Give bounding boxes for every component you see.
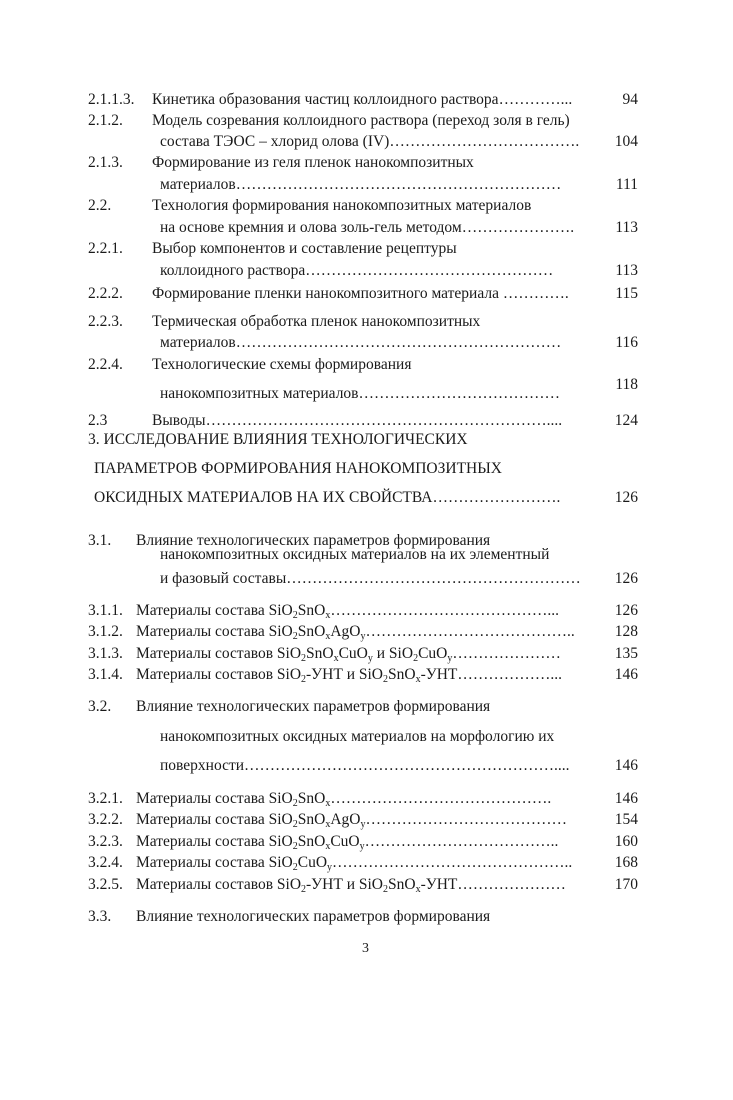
- subscript: 2: [292, 610, 298, 621]
- subscript: x: [415, 884, 421, 895]
- toc-entry-title: [136, 875, 566, 895]
- toc-entry-number: 3.2.: [88, 698, 112, 715]
- toc-entry-number: 2.2.1.: [88, 240, 123, 257]
- title-text: состава ТЭОС – хлорид олова (IV)……………………………….: [160, 133, 580, 150]
- toc-entry-number: 3.1.3.: [88, 645, 123, 662]
- title-text: …………………………………: [365, 811, 567, 828]
- title-text: CuO: [338, 645, 368, 662]
- title-text: ПАРАМЕТРОВ ФОРМИРОВАНИЯ НАНОКОМПОЗИТНЫХ: [94, 460, 502, 477]
- toc-entry-page: 126: [614, 570, 638, 587]
- toc-entry: [0, 355, 733, 375]
- toc-entry-page: 146: [614, 790, 638, 807]
- toc-entry-title: [160, 333, 561, 353]
- toc-entry: [0, 644, 733, 664]
- title-text: коллоидного раствора…………………………………………: [160, 262, 554, 279]
- title-text: ………………………………………..: [332, 854, 573, 871]
- toc-entry: [0, 261, 733, 281]
- toc-entry-page: 154: [614, 811, 638, 828]
- toc-entry: [0, 697, 733, 717]
- toc-entry-page: 124: [614, 412, 638, 429]
- toc-entry-number: 2.2.2.: [88, 285, 123, 302]
- toc-entry-number: 2.3: [88, 412, 108, 429]
- title-text: ОКСИДНЫХ МАТЕРИАЛОВ НА ИХ СВОЙСТВА…………………….: [94, 489, 561, 506]
- toc-entry-number: 3.1.1.: [88, 602, 123, 619]
- toc-entry-title: [136, 622, 575, 642]
- toc-entry-number: 3.3.: [88, 908, 112, 925]
- title-text: нанокомпозитных оксидных материалов на морфологию их: [160, 728, 555, 745]
- toc-entry-title: [94, 459, 502, 479]
- title-text: Материалы составов SiO: [136, 876, 302, 893]
- toc-entry: [0, 111, 733, 131]
- title-text: Материалы составов SiO: [136, 666, 302, 683]
- toc-entry-page: 116: [615, 334, 638, 351]
- toc-entry-title: [152, 239, 457, 259]
- toc-entry-number: 3.2.4.: [88, 854, 123, 871]
- toc-entry: [0, 727, 733, 747]
- toc-entry: [0, 132, 733, 152]
- toc-entry-number: 3.1.: [88, 532, 112, 549]
- toc-entry-title: [152, 90, 572, 110]
- toc-entry-number: 2.1.3.: [88, 154, 123, 171]
- title-text: SnO: [297, 833, 326, 850]
- toc-entry-page: 135: [614, 645, 638, 662]
- title-text: CuO: [330, 833, 360, 850]
- toc-entry-title: [136, 644, 561, 664]
- toc-entry-page: 146: [614, 666, 638, 683]
- toc-entry-title: [160, 569, 581, 589]
- title-text: Формирование из геля пленок нанокомпозитных: [152, 154, 474, 171]
- subscript: 2: [292, 841, 298, 852]
- toc-entry-title: [136, 789, 551, 809]
- title-text: Выбор компонентов и составление рецептуры: [152, 240, 457, 257]
- toc-entry-title: [160, 132, 579, 152]
- subscript: 2: [301, 674, 307, 685]
- title-text: Влияние технологических параметров формирования: [136, 532, 491, 549]
- toc-entry-page: 160: [614, 833, 638, 850]
- title-text: CuO: [418, 645, 448, 662]
- toc-entry-page: 111: [615, 176, 638, 193]
- title-text: Модель созревания коллоидного раствора (переход золя в гель): [152, 112, 570, 129]
- subscript: 2: [413, 653, 419, 664]
- title-text: и SiO: [372, 645, 414, 662]
- title-text: Материалы состава SiO: [136, 811, 293, 828]
- toc-entry-page: 104: [614, 133, 638, 150]
- toc-entry-number: 3.2.3.: [88, 833, 123, 850]
- title-text: -УНТ…………………: [420, 876, 566, 893]
- toc-entry-title: [152, 153, 474, 173]
- subscript: x: [325, 631, 331, 642]
- toc-entry-page: 115: [615, 285, 638, 302]
- toc-entry: [0, 376, 733, 404]
- toc-entry-page: 146: [614, 757, 638, 774]
- title-text: Материалы составов SiO: [136, 645, 302, 662]
- title-text: и фазовый составы…………………………………………………: [160, 570, 581, 587]
- toc-entry-title: [160, 384, 560, 404]
- toc-entry-title: [152, 411, 562, 431]
- title-text: нанокомпозитных оксидных материалов на их элементный: [160, 546, 550, 563]
- toc-entry: [0, 907, 733, 927]
- toc-entry: [0, 665, 733, 685]
- toc-entry: [0, 601, 733, 621]
- title-text: …………………: [452, 645, 561, 662]
- toc-entry-title: [152, 284, 569, 304]
- toc-entry: [0, 175, 733, 195]
- toc-entry-title: [160, 727, 554, 747]
- toc-entry-title: [136, 601, 559, 621]
- toc-entry-title: [152, 111, 570, 131]
- toc-entry-number: 2.2.3.: [88, 313, 123, 330]
- toc-entry-title: [136, 907, 490, 927]
- subscript: y: [327, 862, 333, 873]
- toc-entry-number: 3.1.4.: [88, 666, 123, 683]
- toc-entry-page: 94: [622, 91, 638, 108]
- toc-entry: [0, 430, 733, 450]
- title-text: Материалы состава SiO: [136, 602, 293, 619]
- title-text: Материалы состава SiO: [136, 790, 293, 807]
- toc-entry-title: [160, 175, 561, 195]
- title-text: Влияние технологических параметров формирования: [136, 698, 491, 715]
- subscript: x: [333, 653, 339, 664]
- toc-entry-page: 118: [615, 376, 638, 393]
- title-text: Материалы состава SiO: [136, 623, 293, 640]
- toc-entry-page: 168: [614, 854, 638, 871]
- subscript: 2: [301, 653, 307, 664]
- title-text: -УНТ и SiO: [306, 876, 383, 893]
- title-text: Материалы состава SiO: [136, 854, 293, 871]
- subscript: 2: [301, 884, 307, 895]
- toc-entry-number: 2.1.2.: [88, 112, 123, 129]
- subscript: y: [447, 653, 453, 664]
- toc-entry-title: [152, 355, 411, 375]
- toc-entry-title: [160, 261, 553, 281]
- title-text: Влияние технологических параметров формирования: [136, 908, 491, 925]
- subscript: y: [360, 631, 366, 642]
- page-number: 3: [362, 941, 369, 956]
- toc-entry: [0, 853, 733, 873]
- toc-entry-title: [94, 488, 560, 508]
- title-text: SnO: [297, 811, 326, 828]
- subscript: x: [325, 798, 331, 809]
- toc-entry: [0, 459, 733, 479]
- toc-entry-title: [160, 545, 549, 565]
- toc-entry: [0, 875, 733, 895]
- title-text: Материалы состава SiO: [136, 833, 293, 850]
- subscript: 2: [292, 862, 298, 873]
- title-text: Технологические схемы формирования: [152, 356, 412, 373]
- title-text: ……………………………………...: [330, 602, 559, 619]
- toc-entry-page: 113: [615, 262, 638, 279]
- toc-entry: [0, 153, 733, 173]
- toc-entry-number: 2.2.4.: [88, 356, 123, 373]
- title-text: ………………………………..: [364, 833, 559, 850]
- toc-entry-title: [136, 832, 558, 852]
- toc-entry: [0, 411, 733, 431]
- title-text: 3. ИССЛЕДОВАНИЕ ВЛИЯНИЯ ТЕХНОЛОГИЧЕСКИХ: [88, 431, 468, 448]
- title-text: Кинетика образования частиц коллоидного раствора…………...: [152, 91, 573, 108]
- toc-entry-title: [160, 218, 574, 238]
- toc-entry-number: 2.2.: [88, 197, 112, 214]
- toc-entry: [0, 218, 733, 238]
- subscript: 2: [292, 798, 298, 809]
- title-text: CuO: [297, 854, 328, 871]
- toc-entry-number: 3.2.1.: [88, 790, 123, 807]
- toc-entry: [0, 569, 733, 589]
- toc-entry-title: [152, 312, 480, 332]
- title-text: на основе кремния и олова золь-гель методом………………….: [160, 219, 575, 236]
- toc-entry: [0, 789, 733, 809]
- title-text: AgO: [330, 623, 361, 640]
- title-text: Термическая обработка пленок нанокомпозитных: [152, 313, 481, 330]
- title-text: -УНТ………………...: [420, 666, 562, 683]
- title-text: SnO: [297, 790, 326, 807]
- toc-entry: [0, 756, 733, 776]
- title-text: …………………………………..: [365, 623, 575, 640]
- toc-entry: [0, 333, 733, 353]
- title-text: -УНТ и SiO: [306, 666, 383, 683]
- toc-entry-title: [136, 810, 567, 830]
- toc-entry-title: [136, 697, 490, 717]
- title-text: материалов………………………………………………………: [160, 334, 562, 351]
- toc-entry-page: 126: [614, 602, 638, 619]
- toc-entry: [0, 488, 733, 508]
- title-text: SnO: [387, 666, 416, 683]
- title-text: SnO: [387, 876, 416, 893]
- subscript: y: [359, 841, 365, 852]
- toc-entry: [0, 832, 733, 852]
- subscript: 2: [382, 884, 388, 895]
- toc-entry-title: [160, 756, 570, 776]
- toc-entry-title: [136, 853, 572, 873]
- toc-entry-title: [136, 665, 562, 685]
- title-text: материалов………………………………………………………: [160, 176, 562, 193]
- title-text: поверхности……………………………………………………....: [160, 757, 570, 774]
- toc-entry: [0, 90, 733, 110]
- toc-entry-page: 170: [614, 876, 638, 893]
- toc-entry: [0, 284, 733, 304]
- title-text: AgO: [330, 811, 361, 828]
- toc-entry: [0, 622, 733, 642]
- title-text: …………………………………….: [330, 790, 552, 807]
- subscript: 2: [382, 674, 388, 685]
- toc-entry-page: 113: [615, 219, 638, 236]
- subscript: x: [325, 610, 331, 621]
- subscript: x: [325, 819, 331, 830]
- toc-entry-page: 128: [614, 623, 638, 640]
- toc-entry: [0, 196, 733, 216]
- subscript: y: [367, 653, 373, 664]
- toc-entry-title: [88, 430, 468, 450]
- title-text: SnO: [297, 602, 326, 619]
- subscript: 2: [292, 631, 298, 642]
- title-text: Формирование пленки нанокомпозитного материала ………….: [152, 285, 569, 302]
- toc-entry-title: [152, 196, 531, 216]
- toc-entry-number: 3.2.5.: [88, 876, 123, 893]
- toc-entry: [0, 312, 733, 332]
- subscript: x: [325, 841, 331, 852]
- title-text: Технология формирования нанокомпозитных материалов: [152, 197, 532, 214]
- toc-entry-number: 3.2.2.: [88, 811, 123, 828]
- subscript: y: [360, 819, 366, 830]
- subscript: x: [415, 674, 421, 685]
- subscript: 2: [292, 819, 298, 830]
- toc-entry-page: 126: [614, 489, 638, 506]
- title-text: SnO: [297, 623, 326, 640]
- toc-entry-number: 3.1.2.: [88, 623, 123, 640]
- title-text: нанокомпозитных материалов…………………………………: [160, 385, 560, 402]
- toc-entry-number: 2.1.1.3.: [88, 91, 135, 108]
- title-text: Выводы…………………………………………………………....: [152, 412, 563, 429]
- toc-entry: [0, 545, 733, 565]
- title-text: SnO: [306, 645, 334, 662]
- toc-entry: [0, 239, 733, 259]
- toc-entry: [0, 810, 733, 830]
